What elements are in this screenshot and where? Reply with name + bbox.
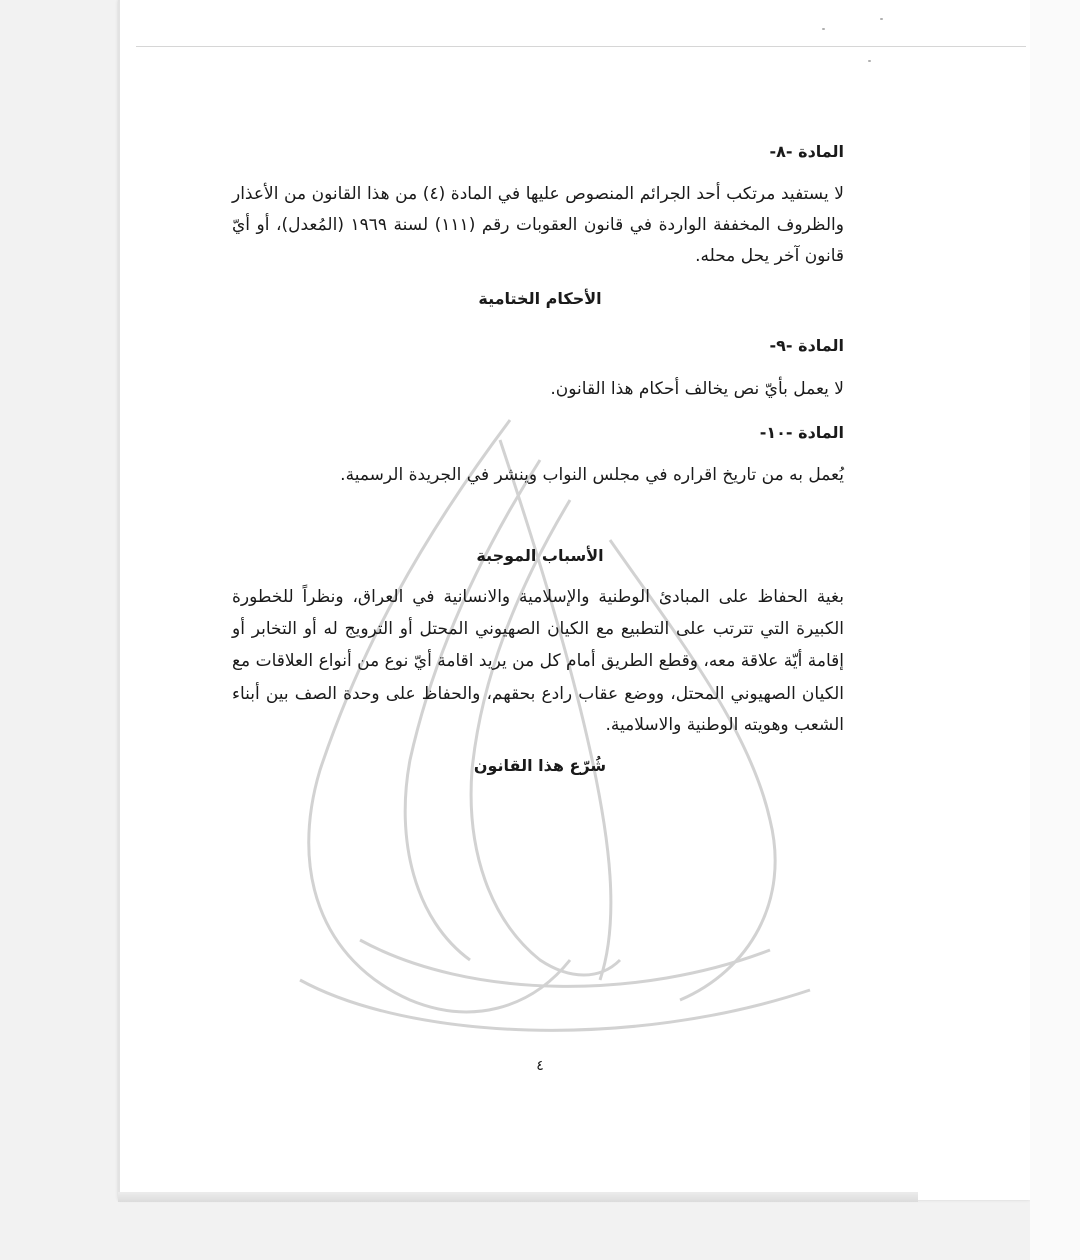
article-8-line-3: قانون آخر يحل محله. bbox=[695, 246, 844, 266]
reasons-line-4: الكيان الصهيوني المحتل، ووضع عقاب رادع بحقهم، والحفاظ على وحدة الصف بين أبناء bbox=[232, 684, 844, 704]
article-8-line-2: والظروف المخففة الواردة في قانون العقوبات رقم (١١١) لسنة ١٩٦٩ (المُعدل)، أو أيّ bbox=[232, 215, 844, 235]
article-10-heading: المادة -١٠- bbox=[759, 423, 844, 442]
reasons-line-5: الشعب وهويته الوطنية والاسلامية. bbox=[605, 715, 844, 735]
reasons-line-1: بغية الحفاظ على المبادئ الوطنية والإسلامية والانسانية في العراق، ونظراً للخطورة bbox=[232, 587, 844, 607]
article-9-text: لا يعمل بأيّ نص يخالف أحكام هذا القانون. bbox=[550, 379, 844, 399]
article-10-text: يُعمل به من تاريخ اقراره في مجلس النواب وينشر في الجريدة الرسمية. bbox=[340, 465, 844, 485]
page-number: ٤ bbox=[536, 1058, 544, 1074]
article-9-heading: المادة -٩- bbox=[769, 336, 844, 355]
article-8-line-1: لا يستفيد مرتكب أحد الجرائم المنصوص عليها في المادة (٤) من هذا القانون من الأعذار bbox=[232, 184, 844, 204]
closing-statement: شُرّع هذا القانون bbox=[473, 756, 607, 775]
reasons-heading: الأسباب الموجبة bbox=[476, 546, 604, 565]
final-provisions-heading: الأحكام الختامية bbox=[478, 289, 602, 308]
article-8-heading: المادة -٨- bbox=[769, 142, 844, 161]
reasons-line-2: الكبيرة التي تترتب على التطبيع مع الكيان الصهيوني المحتل أو الترويج له أو التخابر أو bbox=[232, 619, 844, 639]
reasons-line-3: إقامة أيّة علاقة معه، وقطع الطريق أمام كل من يريد اقامة أيّ نوع من أنواع العلاقات مع bbox=[232, 651, 844, 671]
